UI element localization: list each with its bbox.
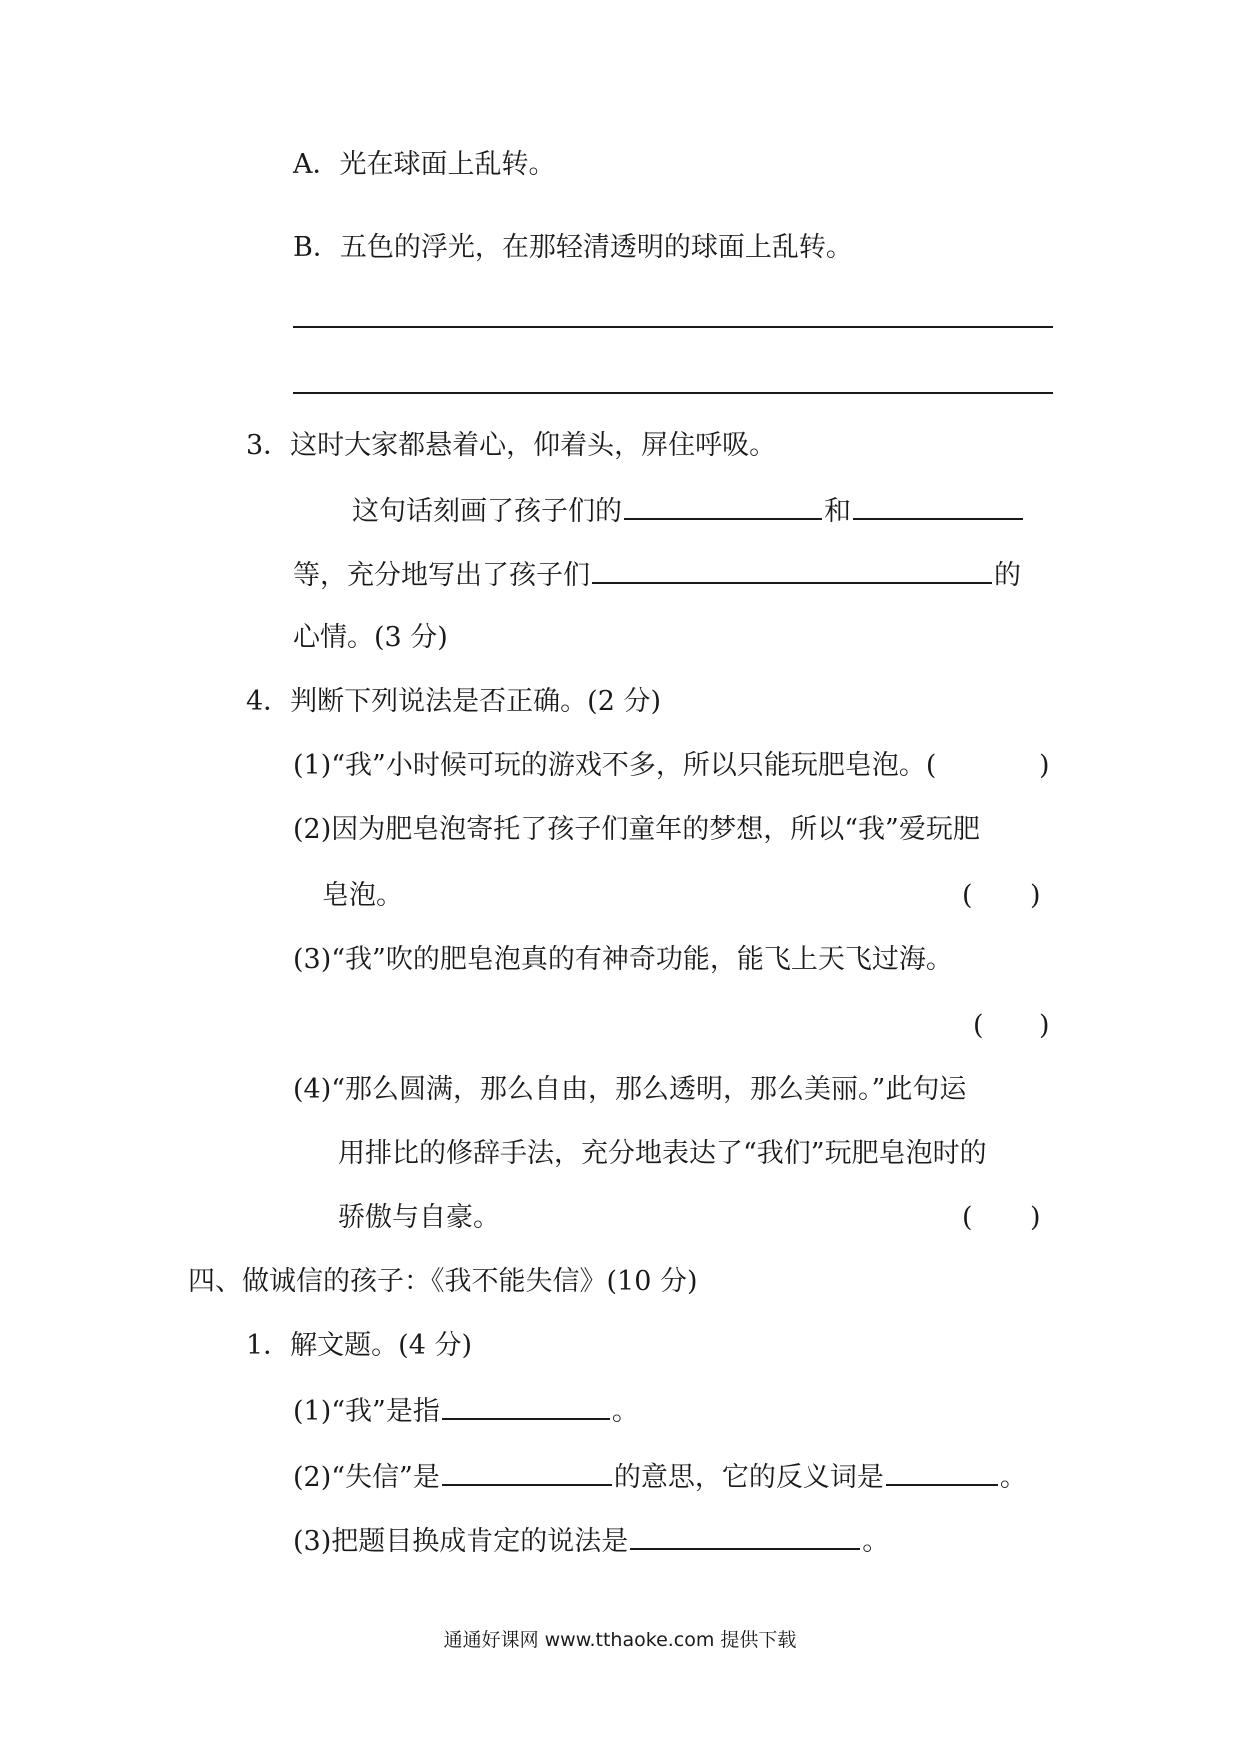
option-a: A．光在球面上乱转。 — [293, 149, 556, 180]
q4-item-2-line-2: 皂泡。 — [322, 880, 403, 911]
s4-sub1-text-b: 。 — [611, 1396, 639, 1427]
q3-line2-text-a: 等，充分地写出了孩子们 — [293, 560, 590, 591]
s4-blank-4[interactable] — [630, 1522, 860, 1550]
q4-item-4-line-3: 骄傲与自豪。 — [338, 1202, 500, 1233]
q4-item-4-line-1: (4)“那么圆满，那么自由，那么透明，那么美丽。”此句运 — [293, 1074, 967, 1105]
s4-blank-3[interactable] — [886, 1458, 998, 1486]
q3-line1-text-a: 这句话刻画了孩子们的 — [352, 496, 622, 527]
q4-item3-paren-close[interactable]: ) — [1039, 1010, 1050, 1041]
q3-line1-text-b: 和 — [824, 496, 851, 527]
section-4-heading: 四、做诚信的孩子：《我不能失信》(10 分) — [188, 1266, 698, 1297]
q4-item2-paren-open[interactable]: ( — [962, 880, 973, 911]
s4-sub3-text-b: 。 — [862, 1526, 890, 1557]
q4-item1-text: (1)“我”小时候可玩的游戏不多，所以只能玩肥皂泡。( — [293, 750, 937, 781]
s4-blank-1[interactable] — [442, 1392, 610, 1420]
s4-q1-stem: 1．解文题。(4 分) — [246, 1330, 473, 1361]
q4-item-2-line-1: (2)因为肥皂泡寄托了孩子们童年的梦想，所以“我”爱玩肥 — [293, 814, 980, 845]
q3-line-1 — [352, 492, 1025, 530]
q4-item2-paren-close[interactable]: ) — [1030, 880, 1041, 911]
footer-credit: 通通好课网 www.tthaoke.com 提供下载 — [443, 1629, 797, 1651]
q3-stem: 3．这时大家都悬着心，仰着头，屏住呼吸。 — [246, 430, 777, 461]
q3-blank-2[interactable] — [853, 492, 1023, 520]
s4-sub3-text-a: (3)把题目换成肯定的说法是 — [293, 1526, 629, 1557]
q4-item-1 — [293, 748, 936, 784]
answer-line-2[interactable] — [293, 392, 1053, 394]
s4-sub1-text-a: (1)“我”是指 — [293, 1396, 440, 1427]
s4-sub2-text-c: 。 — [999, 1462, 1027, 1493]
q4-item4-paren-close[interactable]: ) — [1030, 1202, 1041, 1233]
q4-item1-paren-close[interactable]: ) — [1039, 750, 1050, 781]
option-b: B．五色的浮光，在那轻清透明的球面上乱转。 — [293, 232, 853, 263]
q4-item4-paren-open[interactable]: ( — [962, 1202, 973, 1233]
q3-line-2 — [293, 556, 1021, 594]
q3-line-3: 心情。(3 分) — [293, 622, 448, 653]
q4-item-4-line-2: 用排比的修辞手法，充分地表达了“我们”玩肥皂泡时的 — [338, 1138, 987, 1169]
q4-item-3-line-1: (3)“我”吹的肥皂泡真的有神奇功能，能飞上天飞过海。 — [293, 944, 953, 975]
s4-sub2-text-b: 的意思，它的反义词是 — [613, 1462, 884, 1493]
s4-sub-3 — [293, 1522, 889, 1560]
q3-blank-1[interactable] — [624, 492, 822, 520]
q3-line2-text-b: 的 — [994, 560, 1021, 591]
q4-stem: 4．判断下列说法是否正确。(2 分) — [246, 686, 662, 717]
answer-line-1[interactable] — [293, 326, 1053, 328]
s4-sub2-text-a: (2)“失信”是 — [293, 1462, 440, 1493]
q3-blank-3[interactable] — [592, 556, 992, 584]
s4-sub-2 — [293, 1458, 1027, 1496]
q4-item3-paren-open[interactable]: ( — [973, 1010, 984, 1041]
s4-sub-1 — [293, 1392, 639, 1430]
s4-blank-2[interactable] — [442, 1458, 612, 1486]
